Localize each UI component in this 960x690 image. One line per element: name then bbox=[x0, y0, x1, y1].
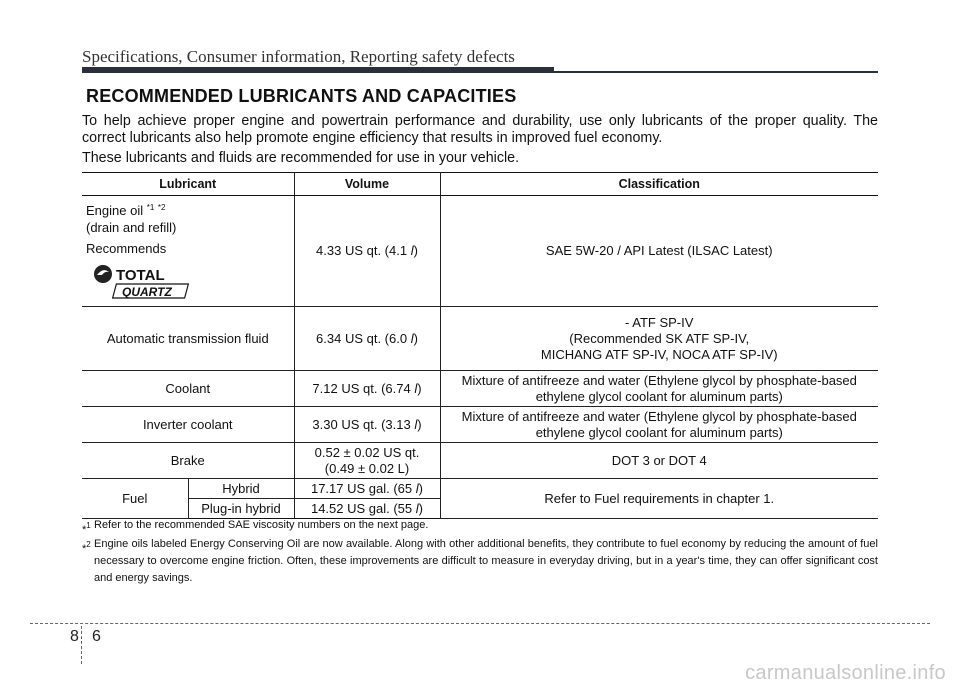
page-index: 6 bbox=[92, 628, 101, 645]
brake-volume: 0.52 ± 0.02 US qt. (0.49 ± 0.02 L) bbox=[294, 443, 440, 479]
footnote-mark-2: *2 bbox=[157, 203, 166, 212]
inverter-label: Inverter coolant bbox=[82, 407, 294, 443]
quartz-logo-text: QUARTZ bbox=[122, 285, 172, 299]
fuel-hybrid-volume: 17.17 US gal. (65 l) bbox=[294, 479, 440, 499]
total-logo-text: TOTAL bbox=[116, 267, 165, 284]
engine-oil-sub: (drain and refill) bbox=[86, 220, 177, 235]
fuel-classification: Refer to Fuel requirements in chapter 1. bbox=[440, 479, 878, 519]
brake-label: Brake bbox=[82, 443, 294, 479]
fuel-plugin-label: Plug-in hybrid bbox=[188, 499, 294, 519]
header-volume: Volume bbox=[294, 173, 440, 196]
fuel-hybrid-label: Hybrid bbox=[188, 479, 294, 499]
intro-paragraph: To help achieve proper engine and powertrain performance and durability, use only lubricants of the proper quality. The correct lubricants also help promote engine efficiency that results in improved fuel economy. bbox=[82, 113, 878, 146]
brake-classification: DOT 3 or DOT 4 bbox=[440, 443, 878, 479]
coolant-classification: Mixture of antifreeze and water (Ethylene glycol by phosphate-based ethylene glycol coolant for aluminum parts) bbox=[440, 371, 878, 407]
watermark: carmanualsonline.info bbox=[745, 662, 946, 684]
table-row-inverter-coolant bbox=[82, 407, 878, 443]
fuel-label: Fuel bbox=[82, 479, 188, 519]
table-header-row bbox=[82, 173, 878, 196]
table-row-coolant bbox=[82, 371, 878, 407]
coolant-label: Coolant bbox=[82, 371, 294, 407]
engine-oil-recommends: Recommends bbox=[86, 241, 167, 256]
page-number bbox=[70, 628, 104, 646]
header-rule bbox=[554, 71, 878, 73]
footnotes bbox=[82, 517, 878, 587]
table-row-brake bbox=[82, 443, 878, 479]
total-logo-mark bbox=[94, 265, 112, 283]
engine-oil-cell bbox=[82, 196, 294, 307]
coolant-volume: 7.12 US qt. (6.74 l) bbox=[294, 371, 440, 407]
engine-oil-volume: 4.33 US qt. (4.1 l) bbox=[294, 196, 440, 307]
header-bar bbox=[82, 67, 554, 73]
intro-paragraph-2: These lubricants and fluids are recommended for use in your vehicle. bbox=[82, 150, 520, 166]
table-row-fuel-hybrid bbox=[82, 479, 878, 499]
header-title: Specifications, Consumer information, Reporting safety defects bbox=[82, 47, 515, 66]
total-quartz-logo bbox=[92, 263, 192, 303]
lubricants-table bbox=[82, 172, 878, 519]
footnote-2: *$^2$ Engine oils labeled Energy Conserving Oil are now available. Along with other additional benefits, they contribute to fuel economy by reducing the amount of fuel necessary to overcome engine friction. Often, these improvements are difficult to measure in everyday driving, but in a year's time, they can offer significant cost and energy savings. bbox=[82, 538, 878, 584]
engine-oil-classification: SAE 5W-20 / API Latest (ILSAC Latest) bbox=[440, 196, 878, 307]
inverter-classification: Mixture of antifreeze and water (Ethylene glycol by phosphate-based ethylene glycol coolant for aluminum parts) bbox=[440, 407, 878, 443]
atf-label: Automatic transmission fluid bbox=[82, 307, 294, 371]
engine-oil-label: Engine oil bbox=[86, 203, 144, 218]
atf-classification: - ATF SP-IV (Recommended SK ATF SP-IV, MICHANG ATF SP-IV, NOCA ATF SP-IV) bbox=[440, 307, 878, 371]
page-divider bbox=[30, 623, 930, 624]
footnote-mark-1: *1 bbox=[146, 203, 155, 212]
chapter-number: 8 bbox=[70, 628, 79, 645]
header-lubricant: Lubricant bbox=[82, 173, 294, 196]
table-row-engine-oil bbox=[82, 196, 878, 307]
footnote-1-mark: *$^1$ bbox=[82, 521, 91, 536]
header-classification: Classification bbox=[440, 173, 878, 196]
footnote-1: *$^1$ Refer to the recommended SAE viscosity numbers on the next page. bbox=[82, 517, 878, 534]
atf-volume: 6.34 US qt. (6.0 l) bbox=[294, 307, 440, 371]
footnote-2-mark: *$^2$ bbox=[82, 540, 91, 555]
section-title: RECOMMENDED LUBRICANTS AND CAPACITIES bbox=[86, 86, 517, 106]
table-row-atf bbox=[82, 307, 878, 371]
inverter-volume: 3.30 US qt. (3.13 l) bbox=[294, 407, 440, 443]
fuel-plugin-volume: 14.52 US gal. (55 l) bbox=[294, 499, 440, 519]
